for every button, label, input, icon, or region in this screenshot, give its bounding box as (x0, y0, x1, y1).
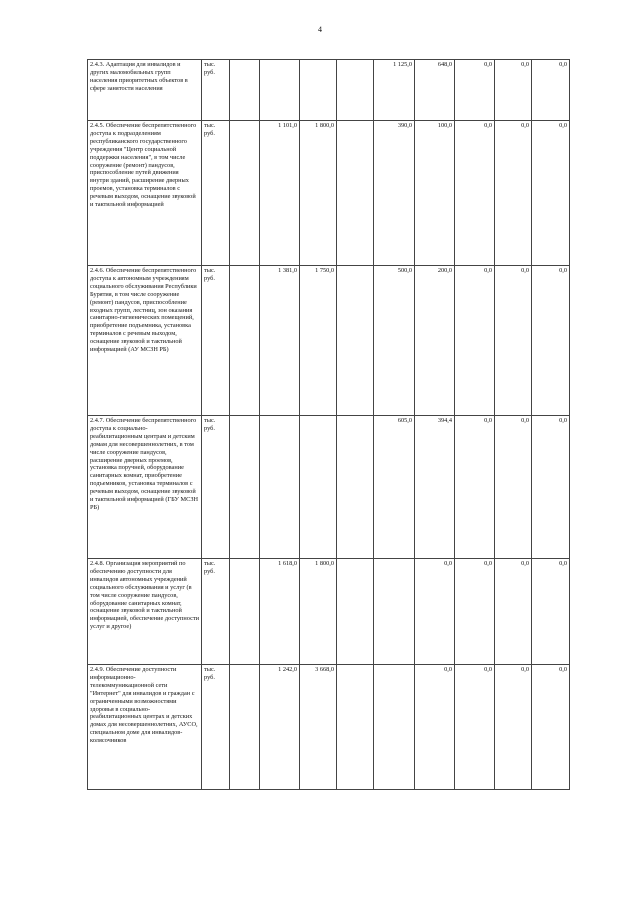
value-cell: 0,0 (532, 559, 570, 665)
value-cell (374, 665, 415, 790)
value-cell: 605,0 (374, 416, 415, 559)
unit-cell: тыс. руб. (202, 121, 230, 266)
page-number: 4 (318, 25, 322, 34)
measure-description (88, 266, 202, 416)
value-cell: 1 618,0 (260, 559, 300, 665)
value-cell: 0,0 (532, 60, 570, 121)
value-cell: 100,0 (415, 121, 455, 266)
value-cell (337, 416, 374, 559)
unit-cell: тыс. руб. (202, 416, 230, 559)
value-cell: 0,0 (415, 559, 455, 665)
value-cell: 0,0 (532, 665, 570, 790)
value-cell: 0,0 (532, 121, 570, 266)
value-cell: 1 800,0 (300, 559, 337, 665)
value-cell: 1 381,0 (260, 266, 300, 416)
value-cell: 1 800,0 (300, 121, 337, 266)
value-cell (300, 416, 337, 559)
value-cell: 0,0 (415, 665, 455, 790)
value-cell (337, 121, 374, 266)
measure-description (88, 559, 202, 665)
measure-description-text: 2.4.5. Обеспечение беспрепятственного доступа к подразделениям республиканского государственного учреждения "Центр социальной поддержки населения", в том числе сооружение (ремонт) пандусов, приспособление путей движения внутри зданий, расширение дверных проемов, установка терминалов с речевым выходом, оснащение звуковой и тактильной информацией (90, 122, 197, 209)
value-cell: 3 668,0 (300, 665, 337, 790)
measure-description (88, 121, 202, 266)
measure-description-text: 2.4.6. Обеспечение беспрепятственного доступа к автономным учреждениям социального обслуживания Республики Бурятия, в том числе сооружение (ремонт) пандусов, приспособление входных групп, лестниц, зон оказания санитарно-гигиенических помещений, приобретение подъемника, установка терминалов с речевым выходом, оснащение звуковой и тактильной информацией (АУ МСЗН РБ) (90, 267, 197, 354)
value-cell: 1 750,0 (300, 266, 337, 416)
unit-cell: тыс. руб. (202, 266, 230, 416)
value-cell: 0,0 (495, 665, 532, 790)
measure-description (88, 60, 202, 121)
value-cell: 0,0 (532, 266, 570, 416)
measure-description-text: 2.4.8. Организация мероприятий по обеспечению доступности для инвалидов автономных учреждений социального обслуживания и услуг (в том числе сооружение пандусов, оборудование санитарных комнат, оснащение звуковой и тактильной информацией, обеспечение доступности услуг и другое) (90, 560, 199, 631)
value-cell: 0,0 (455, 121, 495, 266)
value-cell (230, 121, 260, 266)
value-cell: 0,0 (455, 559, 495, 665)
value-cell (260, 60, 300, 121)
value-cell: 1 125,0 (374, 60, 415, 121)
value-cell (230, 266, 260, 416)
measure-description-text: 2.4.3. Адаптация для инвалидов и других маломобильных групп населения приоритетных объектов в сфере занятости населения (90, 61, 188, 92)
value-cell (230, 416, 260, 559)
program-table (87, 59, 570, 790)
measure-description (88, 665, 202, 790)
value-cell (230, 559, 260, 665)
value-cell: 0,0 (495, 121, 532, 266)
value-cell: 0,0 (495, 266, 532, 416)
table-row (88, 266, 570, 416)
value-cell: 0,0 (495, 559, 532, 665)
value-cell (337, 60, 374, 121)
value-cell (337, 559, 374, 665)
unit-cell: тыс. руб. (202, 559, 230, 665)
value-cell: 648,0 (415, 60, 455, 121)
value-cell (374, 559, 415, 665)
value-cell: 0,0 (455, 665, 495, 790)
value-cell: 500,0 (374, 266, 415, 416)
value-cell: 0,0 (455, 266, 495, 416)
value-cell: 0,0 (495, 416, 532, 559)
table-row (88, 60, 570, 121)
table-row (88, 559, 570, 665)
value-cell: 0,0 (495, 60, 532, 121)
value-cell (260, 416, 300, 559)
table-row (88, 416, 570, 559)
value-cell: 1 242,0 (260, 665, 300, 790)
value-cell (337, 665, 374, 790)
value-cell: 0,0 (455, 60, 495, 121)
value-cell (230, 60, 260, 121)
measure-description-text: 2.4.9. Обеспечение доступности информационно-телекоммуникационной сети "Интернет" для инвалидов и граждан с ограниченными возможностями здоровья в социально-реабилитационных центрах и детских домах для несовершеннолетних, АУСО, специальном доме для инвалидов-колясочников (90, 666, 198, 745)
value-cell (300, 60, 337, 121)
value-cell (337, 266, 374, 416)
table-row (88, 665, 570, 790)
table-row (88, 121, 570, 266)
measure-description (88, 416, 202, 559)
unit-cell: тыс. руб. (202, 60, 230, 121)
unit-cell: тыс. руб. (202, 665, 230, 790)
value-cell (230, 665, 260, 790)
value-cell: 390,0 (374, 121, 415, 266)
value-cell: 0,0 (455, 416, 495, 559)
measure-description-text: 2.4.7. Обеспечение беспрепятственного доступа к социально-реабилитационным центрам и детским домам для несовершеннолетних, в том числе сооружение пандусов, расширение дверных проемов, установка поручней, оборудование санитарных комнат, приобретение подъемников, установка терминалов с речевым выходом, оснащение звуковой и тактильной информацией (ГБУ МСЗН РБ) (90, 417, 199, 511)
value-cell: 200,0 (415, 266, 455, 416)
value-cell: 0,0 (532, 416, 570, 559)
value-cell: 1 101,0 (260, 121, 300, 266)
value-cell: 394,4 (415, 416, 455, 559)
